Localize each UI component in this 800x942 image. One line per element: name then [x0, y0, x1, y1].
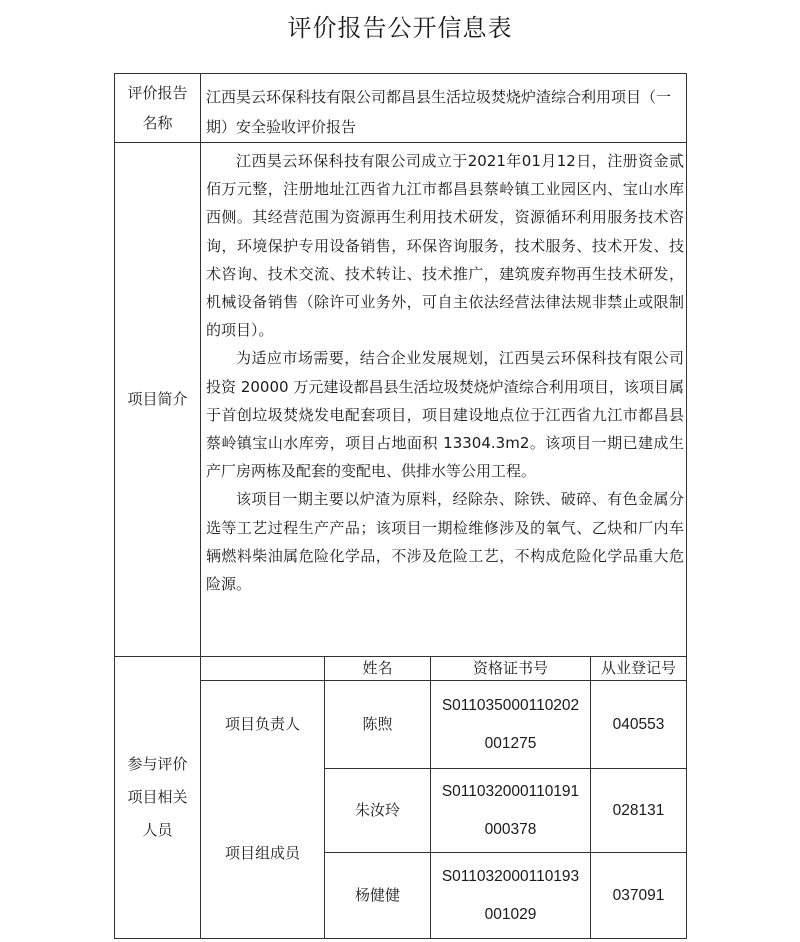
person-name: 陈煦 [362, 715, 393, 733]
intro-paragraph: 该项目一期主要以炉渣为原料，经除杂、除铁、破碎、有色金属分选等工艺过程生产产品；该项目一期检维修涉及的氧气、乙炔和厂内车辆燃料柴油属危险化学品，不涉及危险工艺，不构成危险化学品重大危险源。 [206, 490, 684, 594]
intro-paragraph: 为适应市场需要，结合企业发展规划，江西昊云环保科技有限公司投资 20000 万元建设都昌县生活垃圾焚烧炉渣综合利用项目，该项目属于首创垃圾焚烧发电配套项目，项目建设地点位于江西省九江市都昌县蔡岭镇宝山水库旁，项目占地面积 13304.3m2。该项目一期已建成生产厂房两栋及配套的变配电、供排水等公用工程。 [206, 349, 684, 481]
person-reg: 028131 [612, 802, 665, 819]
header-reg: 从业登记号 [600, 659, 676, 677]
header-cert: 资格证书号 [472, 659, 548, 677]
intro-paragraph: 江西昊云环保科技有限公司成立于2021年01月12日，注册资金贰佰万元整，注册地址江西省九江市都昌县蔡岭镇工业园区内、宝山水库西侧。其经营范围为资源再生利用技术研发，资源循环利用服务技术咨询，环境保护专用设备销售，环保咨询服务，技术服务、技术开发、技术咨询、技术交流、技术转让、技术推广，建筑废弃物再生技术研发，机械设备销售（除许可业务外，可自主依法经营法律法规非禁止或限制的项目）。 [206, 152, 684, 340]
person-reg: 037091 [612, 887, 665, 904]
header-name: 姓名 [362, 659, 393, 677]
leader-role: 项目负责人 [224, 715, 300, 733]
person-cert: S011035000110202 001275 [441, 696, 580, 752]
person-name: 朱汝玲 [354, 801, 400, 819]
report-name-label: 评价报告名称 [127, 84, 188, 132]
report-name-value: 江西昊云环保科技有限公司都昌县生活垃圾焚烧炉渣综合利用项目（一期）安全验收评价报告 [206, 88, 672, 136]
personnel-label: 参与评价 项目相关 人员 [127, 755, 188, 839]
person-name: 杨健健 [354, 886, 400, 904]
project-intro-label: 项目简介 [127, 390, 188, 408]
person-cert: S011032000110191 000378 [441, 782, 580, 838]
person-cert: S011032000110193 001029 [441, 867, 580, 923]
person-reg: 040553 [612, 716, 665, 733]
member-role: 项目组成员 [224, 844, 300, 862]
project-intro-text [206, 147, 684, 598]
page-title: 评价报告公开信息表 [287, 14, 513, 42]
